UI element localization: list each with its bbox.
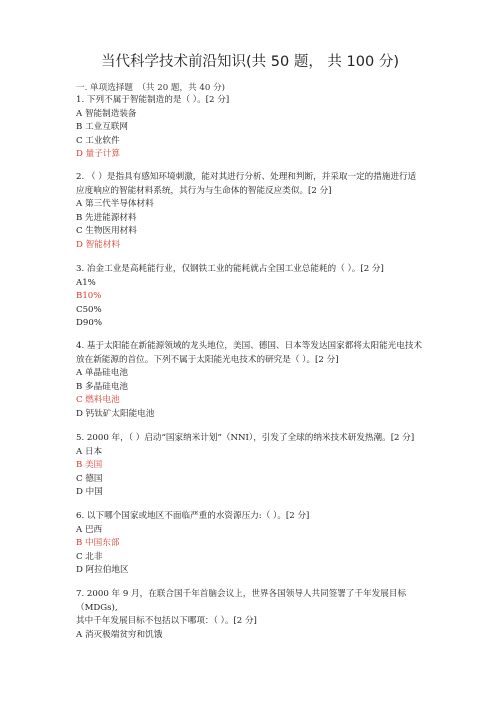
option-a: A 智能制造装备: [76, 108, 137, 119]
question-stem: 5. 2000 年，（ ）启动“国家纳米计划”（NNI），引发了全球的纳米技术研发热潮。[2 分]: [76, 433, 415, 443]
question-1: [76, 94, 436, 162]
question-stem: 7. 2000 年 9 月，在联合国千年首脑会议上，世界各国领导人共同签署了千年发展目标（MDGs),: [76, 589, 407, 613]
option-c: C 德国: [76, 473, 103, 484]
option-c-answer: C 燃料电池: [76, 395, 120, 405]
option-c: C 北非: [76, 551, 103, 562]
question-2: [76, 171, 436, 252]
page-title: 当代科学技术前沿知识(共 50 题， 共 100 分): [101, 54, 399, 70]
section-heading: 一. 单项选择题 （共 20 题，共 40 分): [76, 83, 226, 93]
option-b-answer: B10%: [76, 291, 102, 301]
option-b-answer: B 美国: [76, 460, 103, 470]
option-b: B 工业互联网: [76, 122, 129, 132]
option-d-answer: D 智能材料: [76, 239, 120, 250]
option-d-answer: D 量子计算: [76, 149, 120, 159]
question-3: [76, 263, 436, 331]
question-6: [76, 510, 436, 578]
option-a: A 消灭极端贫穷和饥饿: [76, 629, 163, 640]
option-a: A 单晶硅电池: [76, 368, 128, 378]
question-7: [76, 588, 436, 642]
option-b: B 多晶硅电池: [76, 381, 129, 392]
option-d: D 中国: [76, 487, 103, 497]
option-b: B 先进能源材料: [76, 212, 137, 223]
option-c: C 工业软件: [76, 135, 120, 146]
option-a: A 第三代半导体材料: [76, 199, 154, 209]
question-stem-cont: 放在新能源的首位。下列不属于太阳能光电技术的研究是（ ）。[2 分]: [76, 354, 339, 365]
option-b-answer: B 中国东部: [76, 538, 120, 548]
option-d: D 钙钛矿太阳能电池: [76, 408, 155, 419]
question-stem: 1. 下列不属于智能制造的是（ ）。[2 分]: [76, 95, 230, 105]
question-stem: 3. 冶金工业是高耗能行业，仅钢铁工业的能耗就占全国工业总能耗的（ ）。[2 分]: [76, 264, 384, 274]
option-d: D 阿拉伯地区: [76, 565, 129, 575]
option-a: A 巴西: [76, 524, 103, 535]
option-c: C50%: [76, 304, 102, 315]
option-a: A1%: [76, 277, 96, 288]
question-5: [76, 432, 436, 500]
question-stem-cont: 其中千年发展目标不包括以下哪项：（ ）。[2 分]: [76, 616, 257, 626]
option-a: A 日本: [76, 446, 103, 457]
question-stem-cont: 应度响应的智能材料系统，其行为与生命体的智能反应类似。[2 分]: [76, 185, 332, 196]
question-stem: 6. 以下哪个国家或地区不面临严重的水资源压力:（ ）。[2 分]: [76, 511, 310, 521]
option-c: C 生物医用材料: [76, 226, 137, 236]
question-stem: 2. （ ）是指具有感知环境刺激，能对其进行分析、处理和判断，并采取一定的措施进行适: [76, 172, 417, 182]
question-stem: 4. 基于太阳能在新能源领域的龙头地位，美国、德国、日本等发达国家都将太阳能光电技术: [76, 341, 423, 351]
question-4: [76, 340, 436, 421]
option-d: D90%: [76, 318, 102, 328]
